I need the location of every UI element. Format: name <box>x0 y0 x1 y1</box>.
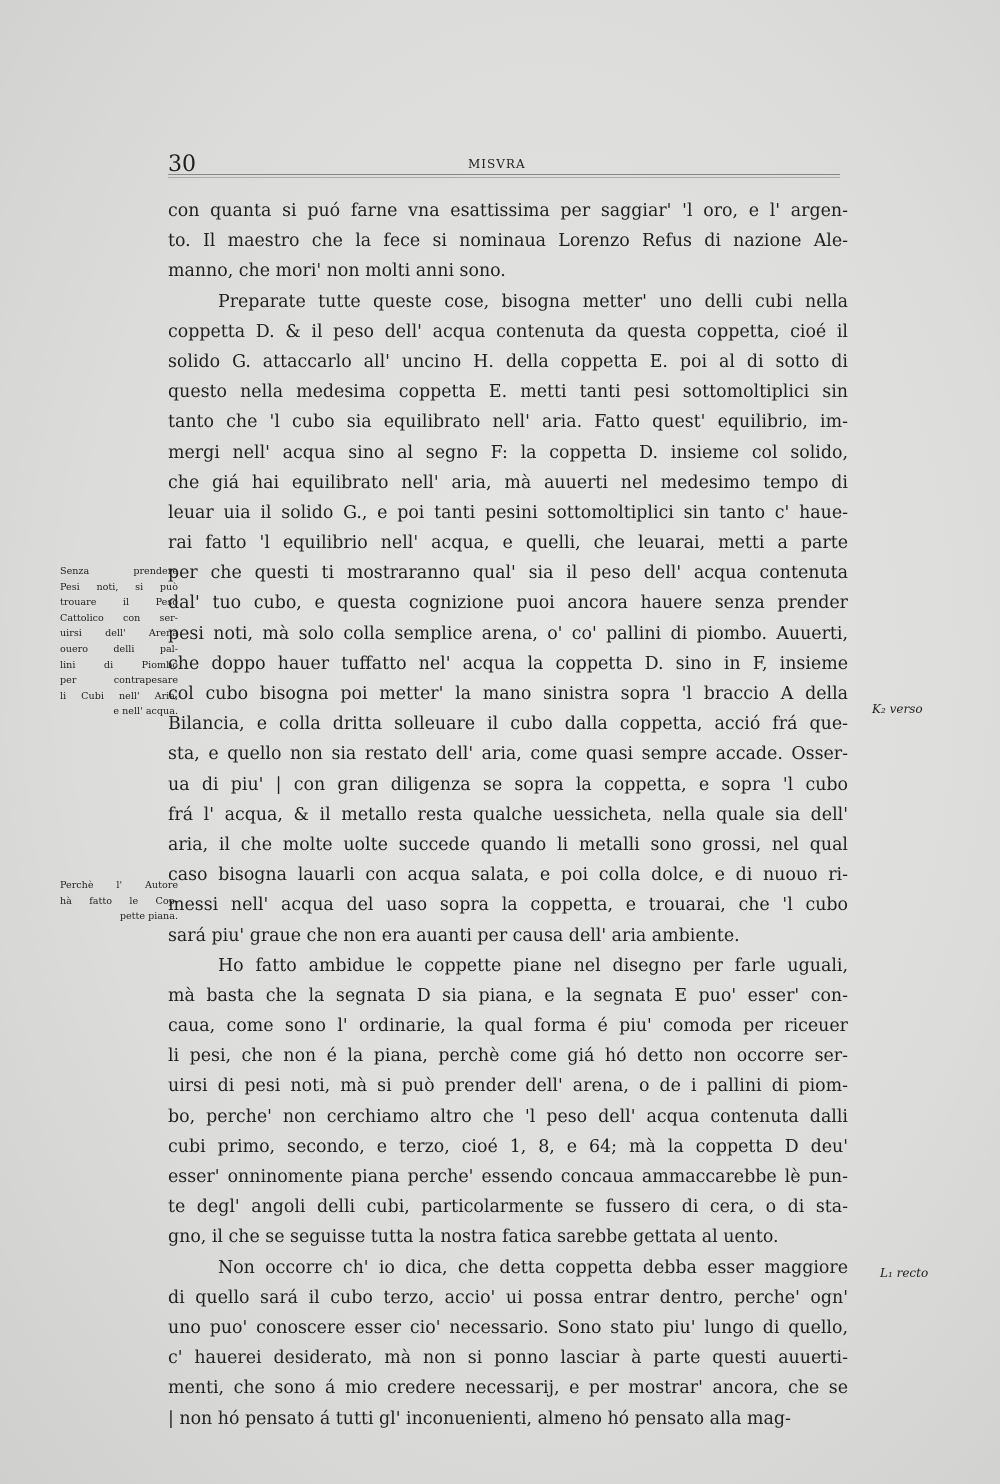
text-line: Non occorre ch' io dica, che detta coppetta debba esser maggiore <box>218 1257 848 1278</box>
text-line: pesi noti, mà solo colla semplice arena, o' co' pallini di piombo. Auuerti, <box>168 623 848 644</box>
text-line: mergi nell' acqua sino al segno F: la coppetta D. insieme col solido, <box>168 442 848 463</box>
text-line: bo, perche' non cerchiamo altro che 'l peso dell' acqua contenuta dalli <box>168 1106 848 1127</box>
text-line: uno puo' conoscere esser cio' necessario. Sono stato piu' lungo di quello, <box>168 1317 848 1338</box>
text-line: caua, come sono l' ordinarie, la qual forma é piu' comoda per riceuer <box>168 1016 848 1037</box>
margin-note-line: e nell' acqua. <box>113 706 178 718</box>
text-line: uirsi di pesi noti, mà si può prender dell' arena, o de i pallini di piom- <box>168 1076 848 1097</box>
text-line: leuar uia il solido G., e poi tanti pesini sottomoltiplici sin tanto c' haue- <box>168 502 848 523</box>
text-line: per che questi ti mostraranno qual' sia il peso dell' acqua contenuta <box>168 563 848 584</box>
text-line: con quanta si puó farne vna esattissima per saggiar' 'l oro, e l' argen- <box>168 201 848 221</box>
text-line: cubi primo, secondo, e terzo, cioé 1, 8, e 64; mà la coppetta D deu' <box>168 1136 848 1157</box>
margin-note-line: li Cubi nell' Aria, <box>60 690 178 702</box>
margin-note-line: uirsi dell' Arena <box>60 628 178 640</box>
page-header <box>168 152 840 178</box>
text-line: aria, il che molte uolte succede quando li metalli sono grossi, nel qual <box>168 834 848 855</box>
text-line: di quello sará il cubo terzo, accio' ui possa entrar dentro, perche' ogn' <box>168 1287 848 1308</box>
text-line: dal' tuo cubo, e questa cognizione puoi ancora hauere senza prender <box>168 593 848 614</box>
text-line: tanto che 'l cubo sia equilibrato nell' aria. Fatto quest' equilibrio, im- <box>168 412 848 433</box>
text-line: Preparate tutte queste cose, bisogna metter' uno delli cubi nella <box>218 291 848 312</box>
margin-note-line: Senza prendere <box>60 566 178 577</box>
text-line: gno, il che se seguisse tutta la nostra fatica sarebbe gettata al uento. <box>168 1227 779 1248</box>
text-line: col cubo bisogna poi metter' la mano sinistra sopra 'l braccio A della <box>168 684 848 704</box>
text-line: che giá hai equilibrato nell' aria, mà auuerti nel medesimo tempo di <box>168 472 848 493</box>
text-line: coppetta D. & il peso dell' acqua contenuta da questa coppetta, cioé il <box>168 321 848 342</box>
text-line: ua di piu' | con gran diligenza se sopra la coppetta, e sopra 'l cubo <box>168 774 848 795</box>
text-line: rai fatto 'l equilibrio nell' acqua, e quelli, che leuarai, metti a parte <box>168 533 848 554</box>
margin-note-line: Pesi noti, si può <box>60 581 178 593</box>
signature-mark-k2: K₂ verso <box>872 702 923 716</box>
text-line: | non hó pensato á tutti gl' inconuenienti, almeno hó pensato alla mag- <box>168 1408 791 1429</box>
text-line: questo nella medesima coppetta E. metti tanti pesi sottomoltiplici sin <box>168 382 848 403</box>
signature-mark-l1: L₁ recto <box>880 1266 929 1280</box>
text-line: c' hauerei desiderato, mà non si ponno lasciar à parte questi auuerti- <box>168 1348 848 1369</box>
text-line: menti, che sono á mio credere necessarij, e per mostrar' ancora, che se <box>168 1378 848 1399</box>
text-line: che doppo hauer tuffatto nel' acqua la coppetta D. sino in F, insieme <box>168 653 848 674</box>
text-line: Bilancia, e colla dritta solleuare il cubo dalla coppetta, acció frá que- <box>168 714 848 735</box>
text-line: solido G. attaccarlo all' uncino H. della coppetta E. poi al di sotto di <box>168 351 848 372</box>
text-line: li pesi, che non é la piana, perchè come giá hó detto non occorre ser- <box>168 1046 848 1067</box>
margin-note-line: lini di Piombo <box>60 659 178 671</box>
header-rule <box>168 174 840 178</box>
text-line: sta, e quello non sia restato dell' aria, come quasi sempre accade. Osser- <box>168 744 848 765</box>
margin-note-line: per contrapesare <box>60 675 178 687</box>
text-line: esser' onninomente piana perche' essendo concaua ammaccarebbe lè pun- <box>168 1167 848 1187</box>
text-line: messi nell' acqua del uaso sopra la coppetta, e trouarai, che 'l cubo <box>168 895 848 916</box>
text-line: manno, che mori' non molti anni sono. <box>168 261 506 282</box>
margin-note-line: Cattolico con ser- <box>60 612 178 624</box>
margin-note-line: Perchè l' Autore <box>60 880 178 891</box>
text-line: to. Il maestro che la fece si nominaua Lorenzo Refus di nazione Ale- <box>168 231 848 252</box>
margin-note-coppette <box>60 878 178 925</box>
margin-note-line: ouero delli pal- <box>60 643 178 655</box>
text-line: Ho fatto ambidue le coppette piane nel disegno per farle uguali, <box>218 955 848 976</box>
margin-note-weights <box>60 564 178 720</box>
running-title: MISVRA <box>468 157 526 171</box>
text-line: frá l' acqua, & il metallo resta qualche uessicheta, nella quale sia dell' <box>168 804 848 825</box>
margin-note-line: trouare il Peso <box>60 597 178 609</box>
text-line: sará piu' graue che non era auanti per causa dell' aria ambiente. <box>168 925 740 946</box>
text-line: caso bisogna lauarli con acqua salata, e poi colla dolce, e di nuouo ri- <box>168 865 848 886</box>
text-line: mà basta che la segnata D sia piana, e la segnata E puo' esser' con- <box>168 985 848 1006</box>
text-line: te degl' angoli delli cubi, particolarmente se fussero di cera, o di sta- <box>168 1197 848 1218</box>
margin-note-line: hà fatto le Cop- <box>60 895 178 907</box>
body-text <box>168 196 848 1434</box>
page-number: 30 <box>168 152 196 177</box>
margin-note-line: pette piana. <box>119 911 178 923</box>
